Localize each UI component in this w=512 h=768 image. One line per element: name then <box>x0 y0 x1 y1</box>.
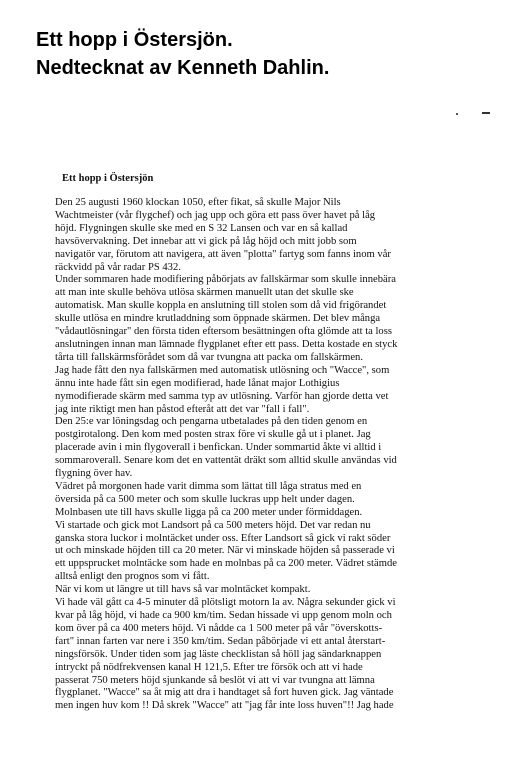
text-line: ett uppsprucket molntäcke som hade en molnbas på ca 200 meter. Vädret stämde <box>55 558 397 570</box>
scan-dash <box>482 112 490 114</box>
header-title: Ett hopp i Östersjön. <box>36 29 233 51</box>
text-line: Wachtmeister (vår flygchef) och jag upp och göra ett pass över havet på låg <box>55 209 376 221</box>
text-line: anslutningen innan man lämnade flygplanet efter ett pass. Detta kostade en styck <box>55 338 398 350</box>
text-line: skulle utlösa en mindre krutladdning som öppnade skärmen. Det blev många <box>55 313 381 325</box>
text-line: flygplanet. "Wacce" sa åt mig att dra i handtaget så fort huven gick. Jag väntade <box>55 687 394 699</box>
text-line: "vådautlösningar" den första tiden eftersom besättningen ofta glömde att ta loss <box>55 326 392 338</box>
document-body <box>55 197 510 713</box>
page-header <box>36 26 329 82</box>
text-line: ganska stora luckor i molntäcket under oss. Efter Landsort så gick vi rakt söder <box>55 532 391 544</box>
text-line: fart" innan farten var nere i 350 km/tim. Sedan påbörjade vi ett antal återstart- <box>55 635 386 647</box>
text-line: ut och minskade höjden till ca 20 meter. När vi minskade höjden så passerade vi <box>55 545 395 557</box>
text-line: Vi startade och gick mot Landsort på ca 500 meters höjd. Det var redan nu <box>55 519 371 531</box>
scan-speck <box>456 113 458 115</box>
text-line: intryckt på nödfrekvensen kanal H 121,5. Efter tre försök och att vi hade <box>55 661 363 673</box>
text-line: höjd. Flygningen skulle ske med en S 32 Lansen och var en så kallad <box>55 222 348 234</box>
text-line: tårta till fallskärmsförådet som då var tvungna att packa om fallskärmen. <box>55 351 363 363</box>
text-line: att man inte skulle behöva utlösa skärmen manuellt utan det skulle ske <box>55 287 354 299</box>
text-line: När vi kom ut längre ut till havs så var molntäcket kompakt. <box>55 584 311 596</box>
text-line: översida på ca 500 meter och som skulle luckras upp helt under dagen. <box>55 493 355 505</box>
text-line: men ingen huv kom !! Då skrek "Wacce" att "jag får inte loss huven"!! Jag hade <box>55 700 394 712</box>
text-line: ännu inte hade fått sin egen modifierad, hade lånat major Lothigius <box>55 377 340 389</box>
text-line: Den 25 augusti 1960 klockan 1050, efter fikat, så skulle Major Nils <box>55 197 341 208</box>
text-line: jag inte riktigt men han påstod efteråt att det var "fall i fall". <box>55 403 310 415</box>
text-line: postgirotalong. Den kom med posten strax före vi skulle gå ut i planet. Jag <box>55 429 371 441</box>
text-line: ningsförsök. Under tiden som jag läste checklistan så höll jag sändarknappen <box>55 648 382 660</box>
text-line: Vi hade väl gått ca 4-5 minuter då plötsligt motorn la av. Några sekunder gick vi <box>55 597 396 609</box>
text-line: navigatör var, förutom att navigera, att även "plotta" fartyg som fanns inom vår <box>55 248 391 260</box>
text-line: placerade avin i min flygoverall i benfickan. Under sommartid åkte vi alltid i <box>55 442 382 454</box>
text-line: kom över på ca 400 meters höjd. Vi nådde ca 1 500 meter på vår "överskotts- <box>55 622 383 634</box>
header-author: Nedtecknat av Kenneth Dahlin. <box>36 57 330 79</box>
text-line: sommaroverall. Senare kom det en vattentät dräkt som alltid skulle användas vid <box>55 455 397 467</box>
text-line: passerat 750 meters höjd sjunkande så beslöt vi att vi var tvungna att lämna <box>55 674 375 686</box>
text-line: kvar på låg höjd, vi hade ca 900 km/tim. Sedan hissade vi upp genom moln och <box>55 610 392 621</box>
text-line: Vädret på morgonen hade varit dimma som lättat till låga stratus med en <box>55 480 362 492</box>
text-line: räckvidd på vår radar PS 432. <box>55 261 181 273</box>
text-line: alltså enligt den prognos som vi fått. <box>55 571 210 583</box>
text-line: Molnbasen ute till havs skulle ligga på ca 200 meter under förmiddagen. <box>55 506 363 518</box>
text-line: nymodifierade skärm med samma typ av utlösning. Varför han gjorde detta vet <box>55 390 389 402</box>
text-line: Den 25:e var löningsdag och pengarna utbetalades på den tiden genom en <box>55 416 368 428</box>
text-line: flygning över hav. <box>55 468 133 480</box>
text-line: Jag hade fått den nya fallskärmen med automatisk utlösning och "Wacce", som <box>55 364 390 376</box>
text-line: Under sommaren hade modifiering påbörjats av fallskärmar som skulle innebära <box>55 274 396 286</box>
text-line: havsövervakning. Det innebar att vi gick på låg höjd och mitt jobb som <box>55 235 357 247</box>
document-title: Ett hopp i Östersjön <box>62 173 154 184</box>
text-line: automatisk. Man skulle koppla en anslutning till stolen som då vid frigörandet <box>55 300 387 312</box>
